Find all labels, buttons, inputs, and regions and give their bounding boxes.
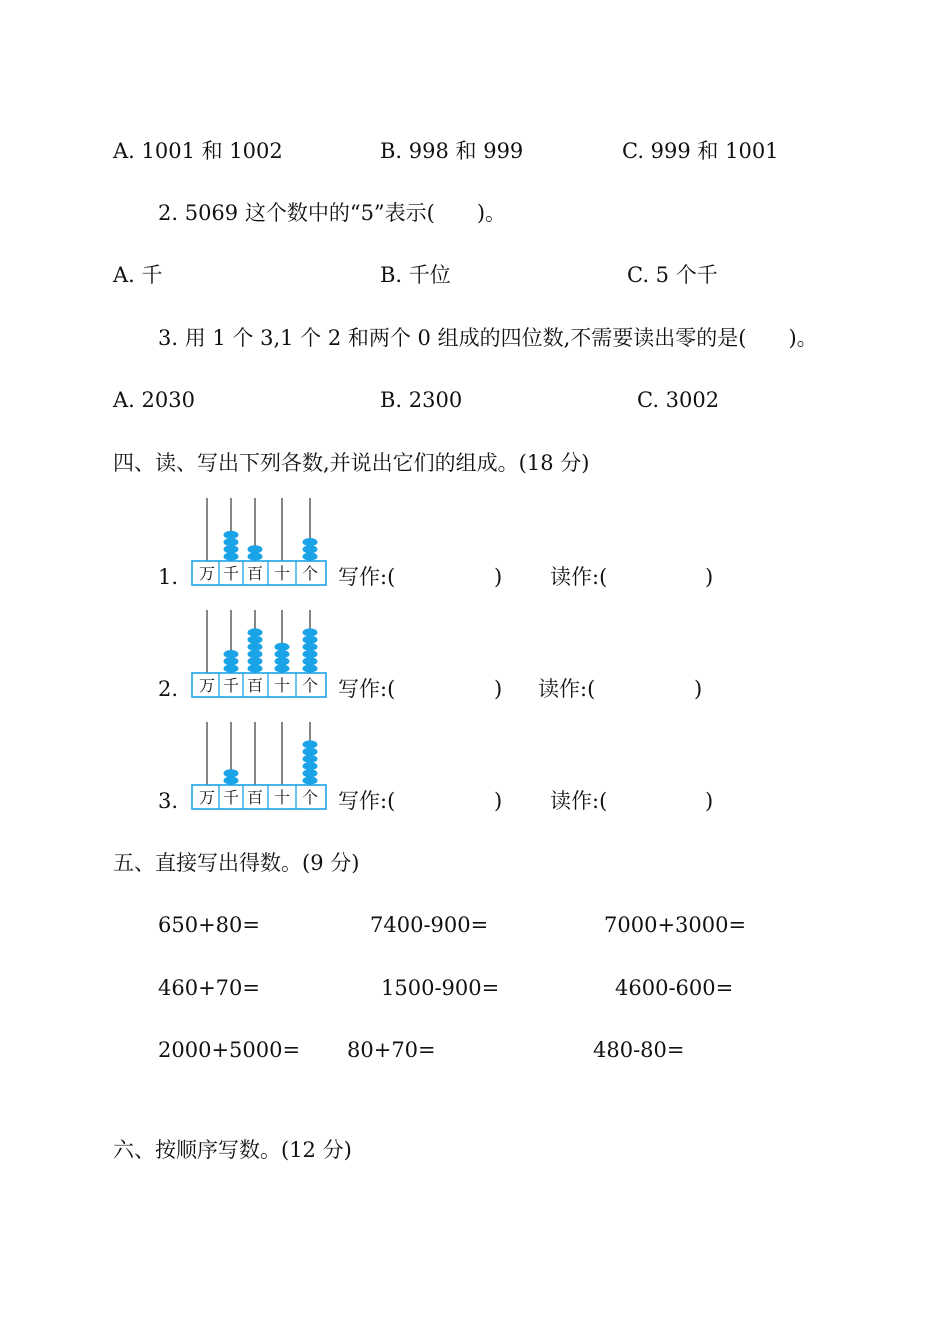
write-label: 写作:( xyxy=(338,789,396,813)
abacus-place-label: 百 xyxy=(246,676,264,695)
abacus-bead xyxy=(303,643,318,651)
abacus-bead xyxy=(303,628,318,636)
abacus-bead xyxy=(303,776,318,784)
read-close-paren: ) xyxy=(705,789,714,813)
read-close-paren: ) xyxy=(694,677,703,701)
abacus-bead xyxy=(303,664,318,672)
q1-option-a: A. 1001 和 1002 xyxy=(113,139,283,163)
calc-item: 7000+3000= xyxy=(604,913,747,937)
abacus-bead xyxy=(248,643,263,651)
abacus-bead xyxy=(303,657,318,665)
abacus-bead xyxy=(303,748,318,756)
abacus-place-label: 个 xyxy=(301,564,319,583)
abacus-svg xyxy=(188,496,328,588)
abacus-bead xyxy=(248,636,263,644)
abacus-bead xyxy=(248,628,263,636)
abacus-place-label: 个 xyxy=(301,788,319,807)
calc-item: 1500-900= xyxy=(381,976,500,1000)
calc-item: 460+70= xyxy=(158,976,260,1000)
q2-option-b: B. 千位 xyxy=(380,263,451,287)
calc-item: 2000+5000= xyxy=(158,1038,301,1062)
calc-item: 7400-900= xyxy=(370,913,489,937)
q3-question: 3. 用 1 个 3,1 个 2 和两个 0 组成的四位数,不需要读出零的是( )。 xyxy=(158,326,818,350)
abacus-figure xyxy=(188,496,328,588)
abacus-bead xyxy=(224,545,239,553)
q1-option-c: C. 999 和 1001 xyxy=(622,139,779,163)
abacus-bead xyxy=(224,776,239,784)
write-label: 写作:( xyxy=(338,677,396,701)
abacus-bead xyxy=(224,664,239,672)
abacus-place-label: 千 xyxy=(222,564,240,583)
section6-title: 六、按顺序写数。(12 分) xyxy=(113,1138,352,1162)
q2-option-a: A. 千 xyxy=(113,263,163,287)
abacus-bead xyxy=(248,650,263,658)
write-close-paren: ) xyxy=(494,565,503,589)
abacus-place-label: 百 xyxy=(246,788,264,807)
abacus-bead xyxy=(303,769,318,777)
q3-option-c: C. 3002 xyxy=(637,388,720,412)
abacus-bead xyxy=(275,643,290,651)
abacus-place-label: 万 xyxy=(198,564,216,583)
abacus-bead xyxy=(224,657,239,665)
abacus-bead xyxy=(303,636,318,644)
abacus-item-number: 2. xyxy=(158,677,179,701)
q3-option-a: A. 2030 xyxy=(113,388,195,412)
abacus-svg xyxy=(188,608,328,700)
abacus-place-label: 万 xyxy=(198,676,216,695)
write-close-paren: ) xyxy=(494,789,503,813)
abacus-bead xyxy=(248,552,263,560)
section5-title: 五、直接写出得数。(9 分) xyxy=(113,851,360,875)
abacus-svg xyxy=(188,720,328,812)
abacus-place-label: 百 xyxy=(246,564,264,583)
calc-item: 4600-600= xyxy=(615,976,734,1000)
q3-option-b: B. 2300 xyxy=(380,388,463,412)
abacus-item-number: 3. xyxy=(158,789,179,813)
abacus-place-label: 十 xyxy=(273,564,291,583)
abacus-place-label: 千 xyxy=(222,676,240,695)
abacus-bead xyxy=(303,552,318,560)
abacus-place-label: 十 xyxy=(273,676,291,695)
read-label: 读作:( xyxy=(550,565,608,589)
abacus-bead xyxy=(303,650,318,658)
abacus-bead xyxy=(275,650,290,658)
abacus-figure xyxy=(188,608,328,700)
section4-title: 四、读、写出下列各数,并说出它们的组成。(18 分) xyxy=(113,451,590,475)
abacus-bead xyxy=(275,657,290,665)
abacus-place-label: 千 xyxy=(222,788,240,807)
calc-item: 80+70= xyxy=(347,1038,436,1062)
read-close-paren: ) xyxy=(705,565,714,589)
q2-question: 2. 5069 这个数中的“5”表示( )。 xyxy=(158,201,507,225)
abacus-bead xyxy=(303,538,318,546)
q2-option-c: C. 5 个千 xyxy=(627,263,718,287)
abacus-place-label: 个 xyxy=(301,676,319,695)
abacus-bead xyxy=(275,664,290,672)
calc-item: 650+80= xyxy=(158,913,260,937)
abacus-bead xyxy=(303,755,318,763)
read-label: 读作:( xyxy=(538,677,596,701)
abacus-bead xyxy=(248,664,263,672)
abacus-bead xyxy=(248,545,263,553)
read-label: 读作:( xyxy=(550,789,608,813)
abacus-place-label: 十 xyxy=(273,788,291,807)
abacus-bead xyxy=(224,769,239,777)
abacus-figure xyxy=(188,720,328,812)
abacus-bead xyxy=(224,552,239,560)
abacus-bead xyxy=(224,650,239,658)
abacus-bead xyxy=(224,538,239,546)
write-close-paren: ) xyxy=(494,677,503,701)
abacus-bead xyxy=(248,657,263,665)
abacus-bead xyxy=(303,762,318,770)
abacus-bead xyxy=(303,740,318,748)
abacus-bead xyxy=(224,531,239,539)
abacus-place-label: 万 xyxy=(198,788,216,807)
q1-option-b: B. 998 和 999 xyxy=(380,139,524,163)
write-label: 写作:( xyxy=(338,565,396,589)
calc-item: 480-80= xyxy=(593,1038,685,1062)
abacus-bead xyxy=(303,545,318,553)
abacus-item-number: 1. xyxy=(158,565,179,589)
